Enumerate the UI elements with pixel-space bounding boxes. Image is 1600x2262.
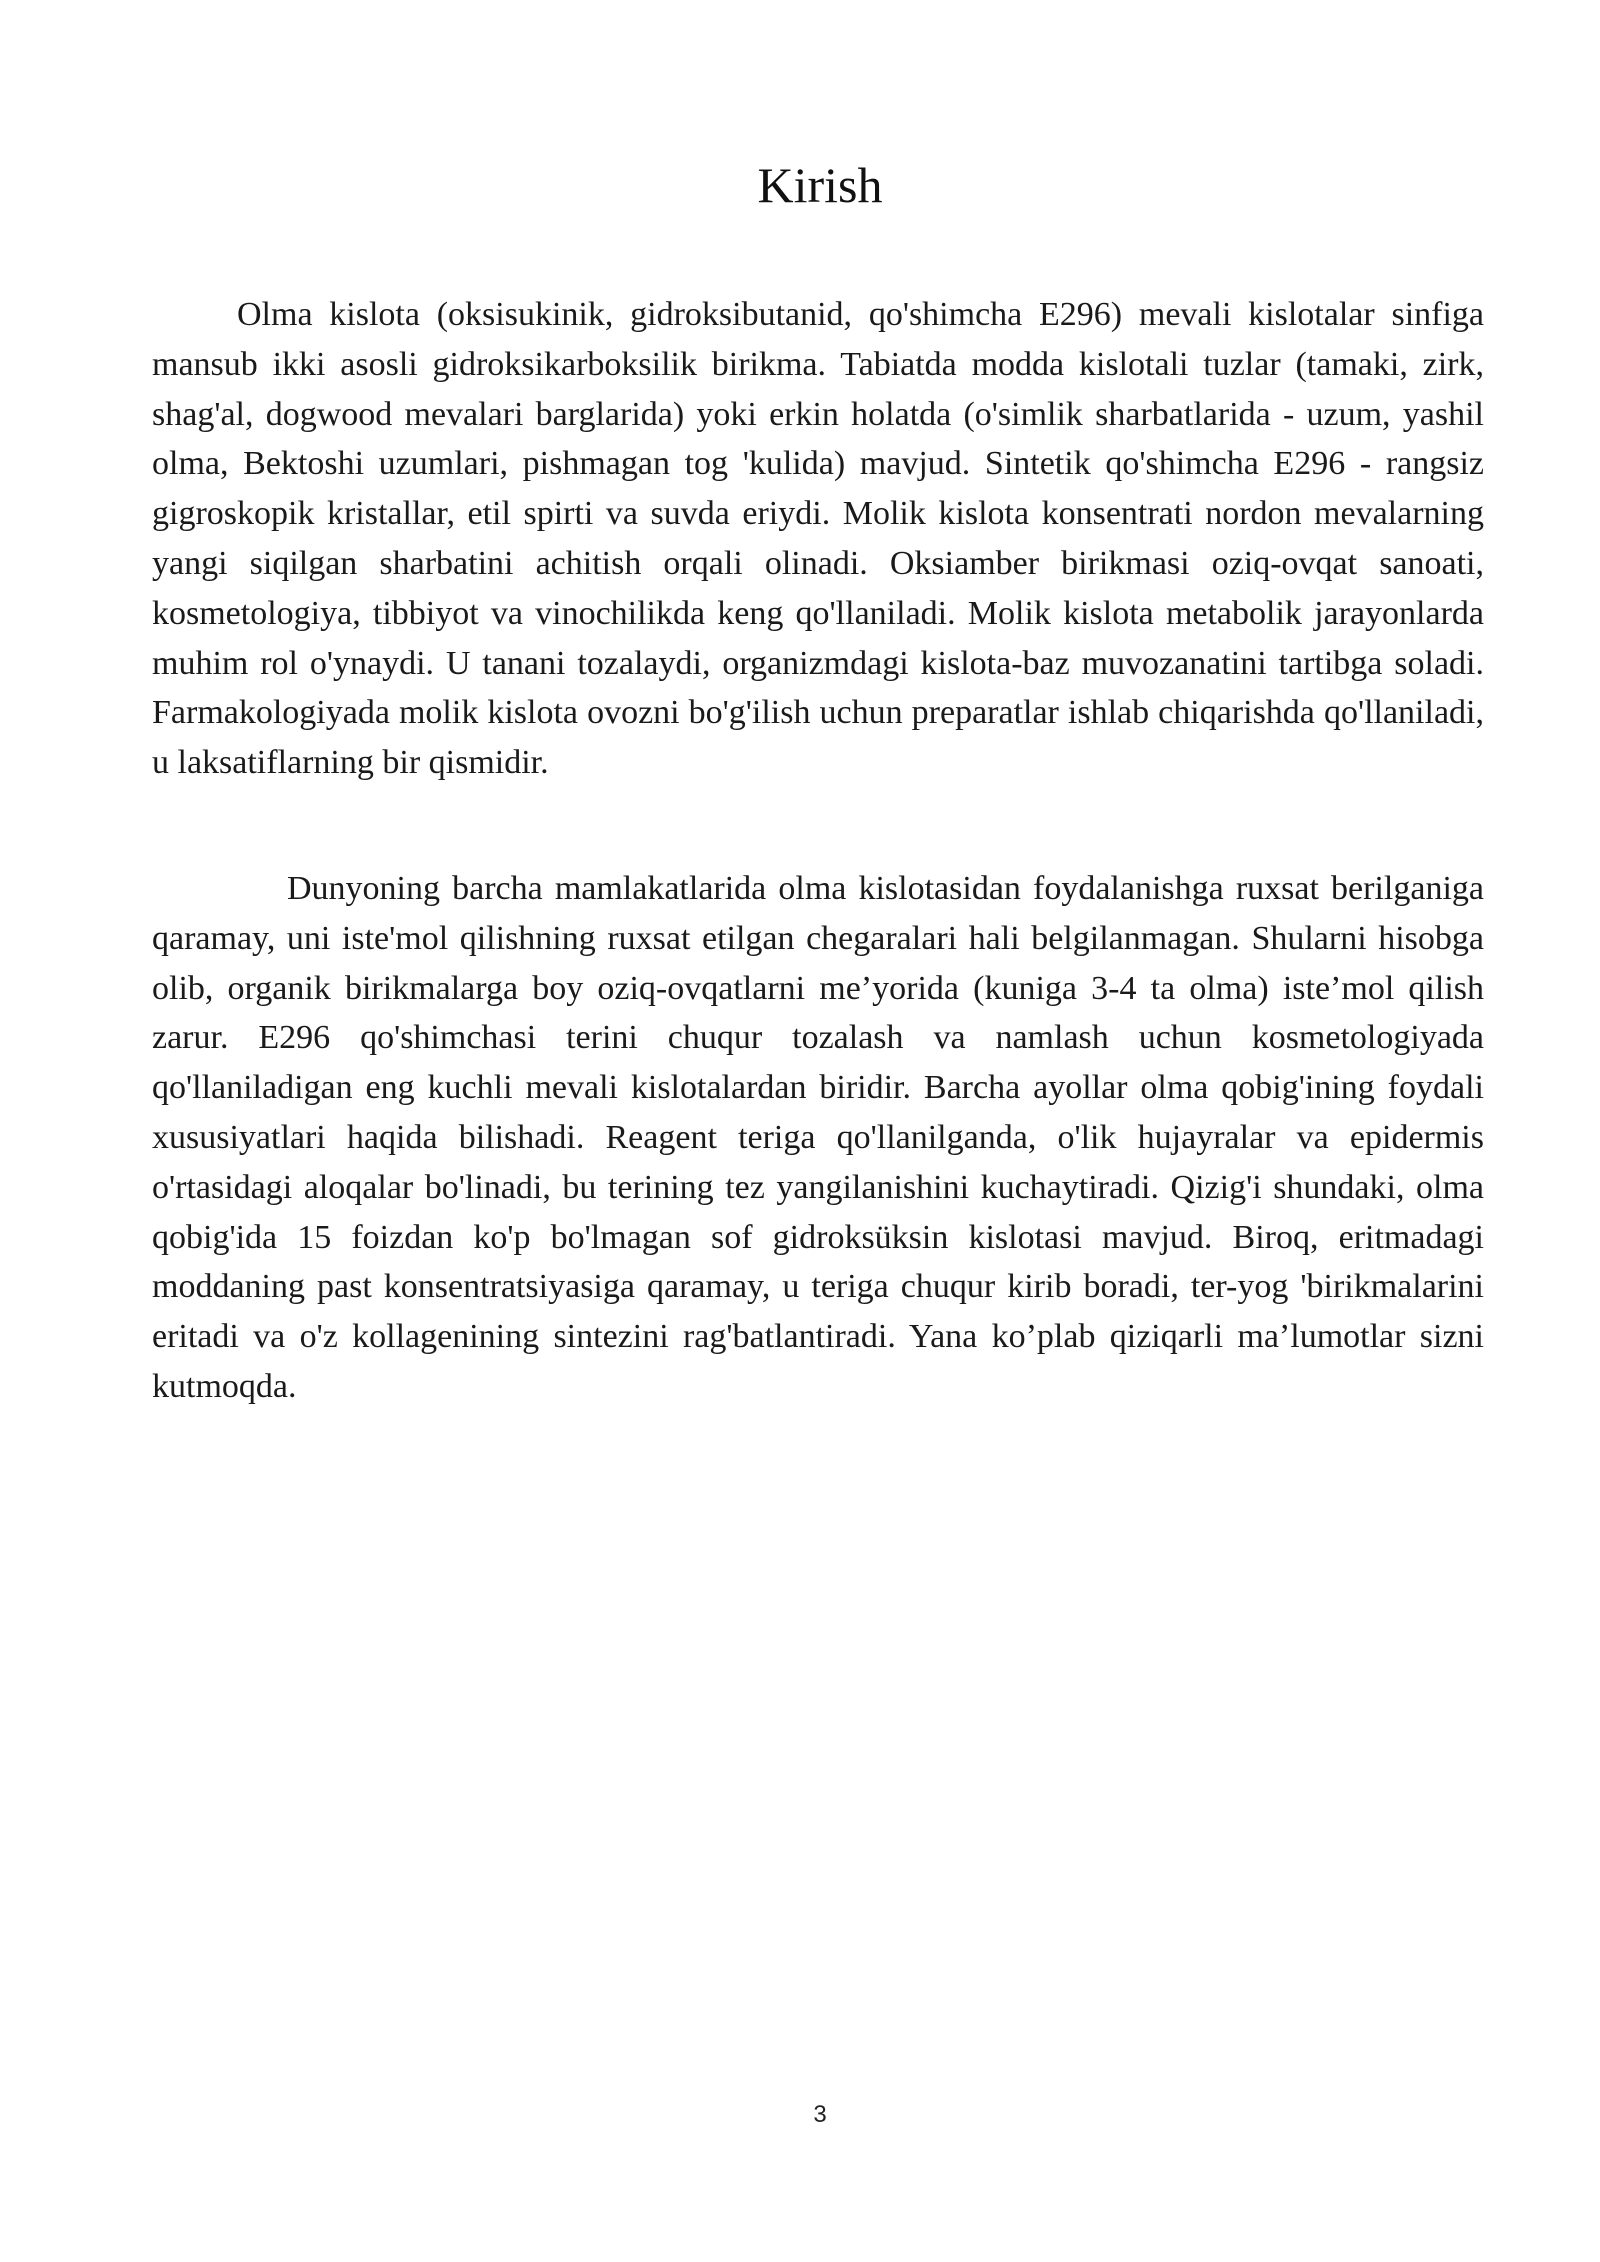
page-title: Kirish [757, 157, 883, 213]
page-number: 3 [813, 2101, 827, 2128]
paragraph-2: Dunyoning barcha mamlakatlarida olma kislotasidan foydalanishga ruxsat berilganiga qaramay, uni iste'mol qilishning ruxsat etilgan chegaralari hali belgilanmagan. Shularni hisobga olib, organik birikmalarga boy oziq-ovqatlarni me’yorida (kuniga 3-4 ta olma) iste’mol qilish zarur. E296 qo'shimchasi terini chuqur tozalash va namlash uchun kosmetologiyada qo'llaniladigan eng kuchli mevali kislotalardan biridir. Barcha ayollar olma qobig'ining foydali xususiyatlari haqida bilishadi. Reagent teriga qo'llanilganda, o'lik hujayralar va epidermis o'rtasidagi aloqalar bo'linadi, bu terining tez yangilanishini kuchaytiradi. Qizig'i shundaki, olma qobig'ida 15 foizdan ko'p bo'lmagan sof gidroksüksin kislotasi mavjud. Biroq, eritmadagi moddaning past konsentratsiyasiga qaramay, u teriga chuqur kirib boradi, ter-yog 'birikmalarini eritadi va o'z kollagenining sintezini rag'batlantiradi. Yana ko’plab qiziqarli ma’lumotlar sizni kutmoqda. [152, 870, 1484, 1405]
paragraph-1: Olma kislota (oksisukinik, gidroksibutanid, qo'shimcha E296) mevali kislotalar sinfiga mansub ikki asosli gidroksikarboksilik birikma. Tabiatda modda kislotali tuzlar (tamaki, zirk, shag'al, dogwood mevalari barglarida) yoki erkin holatda (o'simlik sharbatlarida - uzum, yashil olma, Bektoshi uzumlari, pishmagan tog 'kulida) mavjud. Sintetik qo'shimcha E296 - rangsiz gigroskopik kristallar, etil spirti va suvda eriydi. Molik kislota konsentrati nordon mevalarning yangi siqilgan sharbatini achitish orqali olinadi. Oksiamber birikmasi oziq-ovqat sanoati, kosmetologiya, tibbiyot va vinochilikda keng qo'llaniladi. Molik kislota metabolik jarayonlarda muhim rol o'ynaydi. U tanani tozalaydi, organizmdagi kislota-baz muvozanatini tartibga soladi. Farmakologiyada molik kislota ovozni bo'g'ilish uchun preparatlar ishlab chiqarishda qo'llaniladi, u laksatiflarning bir qismidir. [152, 296, 1484, 782]
